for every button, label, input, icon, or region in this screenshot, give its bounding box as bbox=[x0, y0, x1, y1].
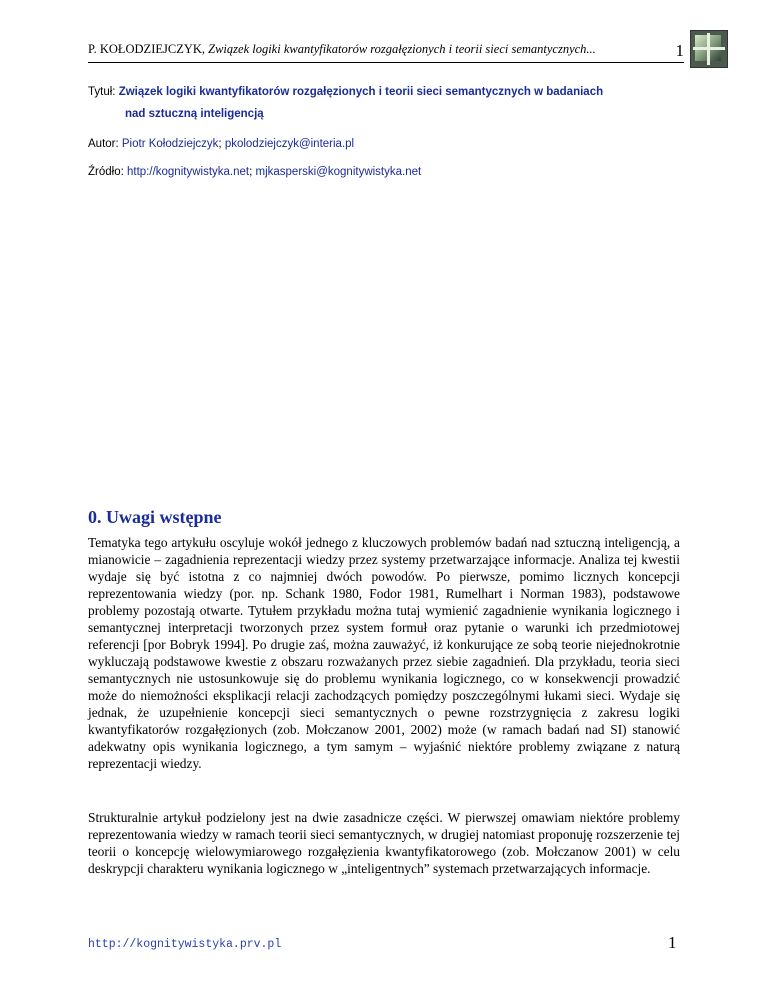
header-page-number: 1 bbox=[675, 41, 684, 60]
author-name: Piotr Kołodziejczyk bbox=[121, 138, 219, 150]
author-separator: ; bbox=[218, 138, 222, 150]
source-email-link[interactable]: mjkasperski@kognitywistyka.net bbox=[255, 166, 422, 178]
meta-source bbox=[88, 166, 688, 178]
header-author: P. KOŁODZIEJCZYK, bbox=[88, 42, 206, 56]
author-email-link[interactable]: pkolodziejczyk@interia.pl bbox=[224, 138, 355, 150]
running-header bbox=[88, 38, 684, 63]
section-heading: 0. Uwagi wstępne bbox=[88, 507, 222, 527]
title-value-line2: nad sztuczną inteligencją bbox=[125, 108, 264, 120]
source-url-link[interactable]: http://kognitywistyka.net bbox=[127, 166, 250, 178]
meta-author bbox=[88, 138, 688, 150]
logo-icon bbox=[690, 30, 728, 68]
header-title: Związek logiki kwantyfikatorów rozgałęzionych i teorii sieci semantycznych... bbox=[208, 42, 596, 56]
title-value-line1: Związek logiki kwantyfikatorów rozgałęzionych i teorii sieci semantycznych w badaniach bbox=[118, 86, 604, 98]
title-label: Tytuł: bbox=[88, 86, 116, 98]
footer-page-number: 1 bbox=[668, 933, 677, 952]
source-separator: ; bbox=[249, 166, 253, 178]
source-label: Źródło: bbox=[88, 166, 124, 178]
paragraph-2: Strukturalnie artykuł podzielony jest na dwie zasadnicze części. W pierwszej omawiam niektóre problemy reprezentowania wiedzy w ramach teorii sieci semantycznych, w drugiej natomiast proponuję rozszerzenie tej teorii o koncepcję wielowymiarowego rozgałęzienia kwantyfikatorowego (zob. Mołczanow 2001) w celu deskrypcji charakteru wynikania logicznego w „inteligentnych” systemach przetwarzających informacje. bbox=[88, 810, 680, 876]
footer-url-link[interactable]: http://kognitywistyka.prv.pl bbox=[88, 938, 282, 951]
meta-title-cont bbox=[125, 108, 725, 120]
header-author-title bbox=[88, 42, 596, 57]
author-label: Autor: bbox=[88, 138, 119, 150]
meta-title bbox=[88, 84, 688, 101]
paragraph-1: Tematyka tego artykułu oscyluje wokół jednego z kluczowych problemów badań nad sztuczną inteligencją, a mianowicie – zagadnienia reprezentacji wiedzy przez systemy przetwarzające informacje. Analiza tej kwestii wydaje się być istotna z co najmniej dwóch powodów. Po pierwsze, pomimo licznych koncepcji reprezentowania wiedzy (por. np. Schank 1980, Fodor 1981, Rumelhart i Norman 1983), podstawowe problemy pozostają otwarte. Tytułem przykładu można tutaj wymienić zagadnienie wynikania logicznego i semantycznej interpretacji tworzonych przez system formuł oraz pytanie o warunki ich przedmiotowej referencji [por Bobryk 1994]. Po drugie zaś, można zauważyć, iż konkurujące ze sobą teorie niejednokrotnie wykluczają podstawowe kwestie z obszaru rozważanych przez siebie zagadnień. Dla przykładu, teoria sieci semantycznych nie ustosunkowuje się do problemu wynikania logicznego, co w konsekwencji prowadzić może do niemożności eksplikacji relacji zachodzących pomiędzy poszczególnymi łukami sieci. Wydaje się jednak, że uzupełnienie koncepcji sieci semantycznych o pewne rozstrzygnięcia z zakresu logiki kwantyfikatorów rozgałęzionych (zob. Mołczanow 2001, 2002) może (w ramach badań nad SI) stanowić adekwatny opis wynikania logicznego, a tym samym – wyjaśnić niektóre problemy związane z naturą reprezentacji wiedzy. bbox=[88, 535, 680, 771]
